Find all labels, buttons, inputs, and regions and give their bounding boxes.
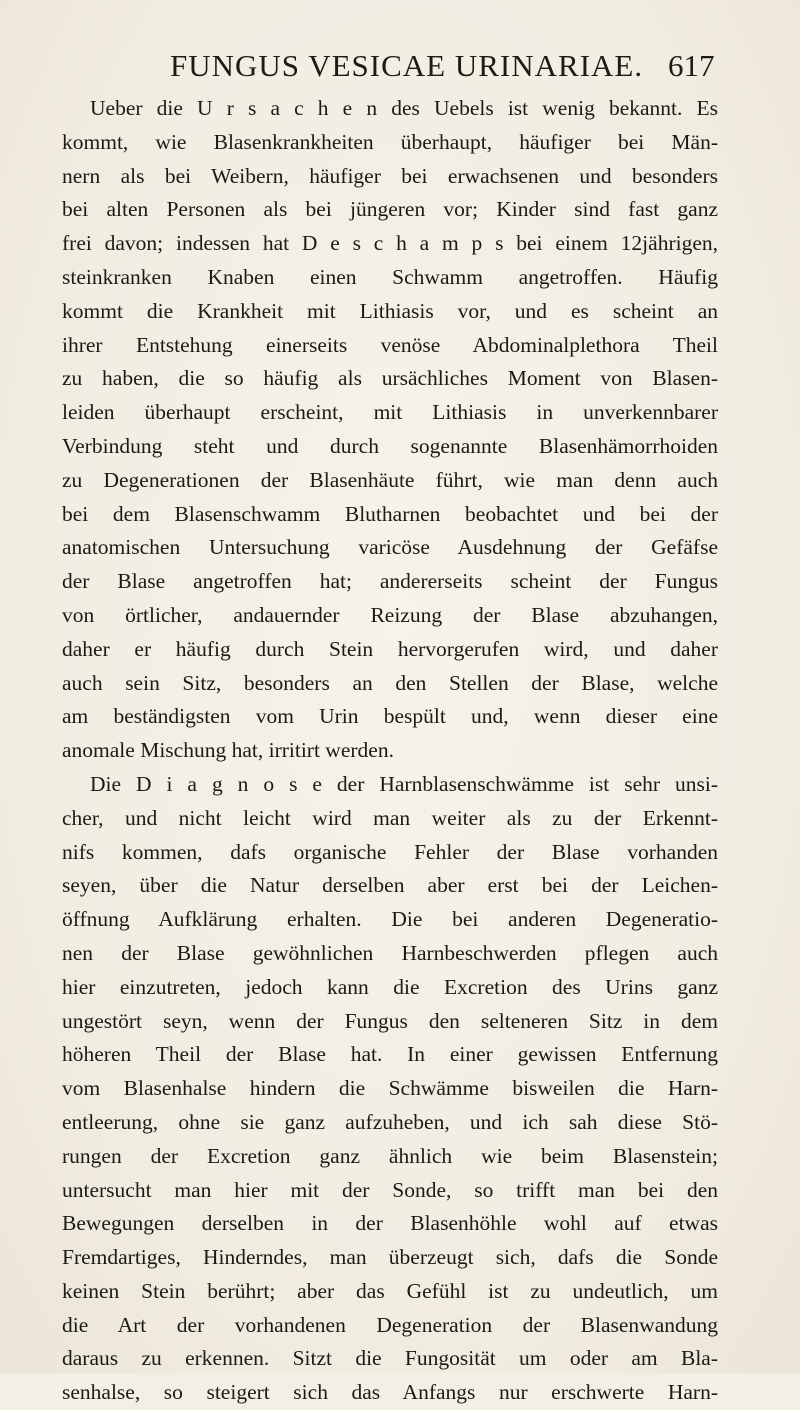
text-line: ihrer Entstehung einerseits venöse Abdominalplethora Theil [62,332,718,357]
text-line: daher er häufig durch Stein hervorgerufen wird, und daher [62,636,718,661]
page-number: 617 [668,48,715,83]
text-line: nen der Blase gewöhnlichen Harnbeschwerden pflegen auch [62,940,718,965]
text-line: frei davon; indessen hat D e s c h a m p s bei einem 12jährigen, [62,231,718,256]
text-line: zu Degenerationen der Blasenhäute führt, wie man denn auch [62,467,718,492]
text-line: cher, und nicht leicht wird man weiter als zu der Erkennt- [62,805,718,830]
text-line: höheren Theil der Blase hat. In einer gewissen Entfernung [62,1042,718,1067]
text-line: rungen der Excretion ganz ähnlich wie beim Blasenstein; [62,1143,718,1168]
text-line: anatomischen Untersuchung varicöse Ausdehnung der Gefäfse [62,535,718,560]
text-line: Die D i a g n o s e der Harnblasenschwämme ist sehr unsi- [90,771,718,796]
text-line: senhalse, so steigert sich das Anfangs nur erschwerte Harn- [62,1380,718,1405]
text-line: steinkranken Knaben einen Schwamm angetroffen. Häufig [62,264,718,289]
text-line: Fremdartiges, Hinderndes, man überzeugt sich, dafs die Sonde [62,1245,718,1270]
text-line: öffnung Aufklärung erhalten. Die bei anderen Degeneratio- [62,907,718,932]
text-line: Bewegungen derselben in der Blasenhöhle wohl auf etwas [62,1211,718,1236]
text-line: untersucht man hier mit der Sonde, so trifft man bei den [62,1177,718,1202]
text-line: vom Blasenhalse hindern die Schwämme bisweilen die Harn- [62,1076,718,1101]
text-line: anomale Mischung hat, irritirt werden. [62,738,394,763]
text-line: ungestört seyn, wenn der Fungus den selteneren Sitz in dem [62,1008,718,1033]
body-text [62,92,718,1410]
text-line: entleerung, ohne sie ganz aufzuheben, und ich sah diese Stö- [62,1109,718,1134]
text-line: von örtlicher, andauernder Reizung der Blase abzuhangen, [62,602,718,627]
text-line: keinen Stein berührt; aber das Gefühl ist zu undeutlich, um [62,1278,718,1303]
text-line: am beständigsten vom Urin bespült und, wenn dieser eine [62,704,718,729]
text-line: bei alten Personen als bei jüngeren vor; Kinder sind fast ganz [62,197,718,222]
text-line: nern als bei Weibern, häufiger bei erwachsenen und besonders [62,163,718,188]
text-line: leiden überhaupt erscheint, mit Lithiasis in unverkennbarer [62,400,718,425]
text-line: die Art der vorhandenen Degeneration der Blasenwandung [62,1312,718,1337]
text-line: kommt, wie Blasenkrankheiten überhaupt, häufiger bei Män- [62,129,718,154]
running-head: FUNGUS VESICAE URINARIAE. [170,48,644,83]
text-line: daraus zu erkennen. Sitzt die Fungosität um oder am Bla- [62,1346,718,1371]
text-line: zu haben, die so häufig als ursächliches Moment von Blasen- [62,366,718,391]
text-line: nifs kommen, dafs organische Fehler der Blase vorhanden [62,839,718,864]
text-line: kommt die Krankheit mit Lithiasis vor, und es scheint an [62,298,718,323]
page-header [0,48,800,98]
text-line: Verbindung steht und durch sogenannte Blasenhämorrhoiden [62,433,718,458]
text-line: der Blase angetroffen hat; andererseits scheint der Fungus [62,569,718,594]
text-line: Ueber die U r s a c h e n des Uebels ist wenig bekannt. Es [90,96,718,120]
text-line: bei dem Blasenschwamm Blutharnen beobachtet und bei der [62,501,718,526]
text-line: auch sein Sitz, besonders an den Stellen der Blase, welche [62,670,718,695]
text-line: seyen, über die Natur derselben aber erst bei der Leichen- [62,873,718,898]
text-line: hier einzutreten, jedoch kann die Excretion des Urins ganz [62,974,718,999]
